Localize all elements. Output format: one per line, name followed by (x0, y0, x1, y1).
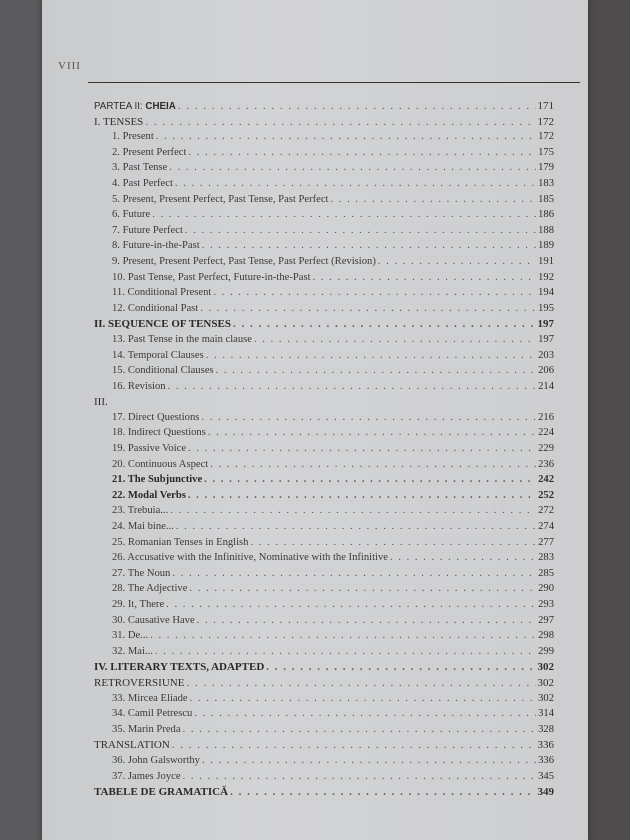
toc-entry (94, 240, 554, 256)
toc-entry-page: 183 (538, 177, 554, 189)
toc-entry (94, 225, 554, 241)
toc-entry-page: 274 (538, 521, 554, 533)
dot-leader (201, 412, 536, 423)
toc-entry-label: 19. Passive Voice (112, 443, 187, 455)
toc-entry (94, 474, 554, 490)
toc-entry-label: 20. Continuous Aspect (112, 458, 209, 470)
toc-entry-label: 32. Mai... (112, 645, 153, 657)
toc-entry (94, 427, 554, 443)
toc-entry-page: 192 (538, 271, 554, 283)
toc-part-prefix: PARTEA II: (94, 101, 146, 112)
table-of-contents (94, 100, 554, 802)
toc-entry-page: 203 (538, 349, 554, 361)
dot-leader (178, 100, 536, 112)
dot-leader (172, 739, 536, 751)
dot-leader (213, 287, 536, 298)
toc-entry (94, 724, 554, 740)
toc-entry-label: 34. Camil Petrescu (112, 708, 193, 720)
dot-leader (378, 256, 536, 267)
dot-leader (197, 615, 536, 626)
toc-entry-page: 328 (538, 723, 554, 735)
toc-entry (94, 552, 554, 568)
dot-leader (175, 178, 536, 189)
toc-entry-label: 13. Past Tense in the main clause (112, 333, 252, 345)
toc-part-page: 171 (537, 100, 554, 112)
dot-leader (166, 599, 536, 610)
toc-entry-label: 18. Indirect Questions (112, 427, 206, 439)
toc-entry-label: 12. Conditional Past (112, 302, 199, 314)
dot-leader (202, 755, 536, 766)
dot-leader (170, 505, 536, 516)
toc-entry-label: II. SEQUENCE OF TENSES (94, 318, 231, 331)
toc-entry-page: 299 (538, 645, 554, 657)
dot-leader (254, 334, 536, 345)
dot-leader (204, 474, 536, 485)
dot-leader (189, 583, 536, 594)
toc-entry (94, 646, 554, 662)
toc-entry-page: 179 (538, 162, 554, 174)
toc-entry-page: 175 (538, 146, 554, 158)
toc-entry-page: 298 (538, 630, 554, 642)
dot-leader (390, 552, 536, 563)
toc-part-name: CHEIA (145, 101, 176, 112)
dot-leader (188, 490, 536, 501)
toc-entry-page: 283 (538, 552, 554, 564)
toc-entry (94, 209, 554, 225)
toc-entry-label: 7. Future Perfect (112, 224, 183, 236)
toc-entry-page: 349 (537, 786, 554, 799)
dot-leader (155, 646, 536, 657)
toc-entry-page: 206 (538, 365, 554, 377)
dot-leader (202, 240, 536, 251)
toc-entry-label: 2. Present Perfect (112, 146, 187, 158)
toc-entry (94, 178, 554, 194)
toc-entry-label: IV. LITERARY TEXTS, ADAPTED (94, 661, 265, 674)
toc-entry-page: 216 (538, 411, 554, 423)
toc-entry (94, 490, 554, 506)
toc-entry-label: 11. Conditional Present (112, 287, 212, 299)
dot-leader (188, 147, 536, 158)
toc-entry (94, 256, 554, 272)
toc-entry (94, 350, 554, 366)
toc-entry (94, 771, 554, 787)
toc-entry-page: 186 (538, 209, 554, 221)
dot-leader (250, 537, 536, 548)
toc-entry-page: 277 (538, 536, 554, 548)
toc-entry-label: 5. Present, Present Perfect, Past Tense, Past Perfect (112, 193, 329, 205)
toc-entry-label: III. (94, 396, 108, 409)
toc-entry-label: 37. James Joyce (112, 770, 181, 782)
toc-entry-label: 30. Causative Have (112, 614, 195, 626)
dot-leader (210, 459, 536, 470)
book-spine-shadow (588, 0, 630, 840)
toc-entry-page: 290 (538, 583, 554, 595)
toc-entry (94, 443, 554, 459)
toc-entry-page: 197 (537, 318, 554, 331)
toc-entry-label: I. TENSES (94, 115, 144, 128)
toc-entry (94, 412, 554, 428)
toc-entry (94, 739, 554, 755)
dot-leader (233, 318, 536, 330)
toc-entry-label: 36. John Galsworthy (112, 754, 200, 766)
toc-entry-label: 23. Trebuia... (112, 505, 169, 517)
toc-entry-label: TABELE DE GRAMATICĂ (94, 786, 229, 799)
toc-entry-page: 191 (538, 255, 554, 267)
toc-entry (94, 615, 554, 631)
dot-leader (186, 677, 535, 689)
toc-entry-page: 242 (538, 474, 554, 486)
toc-entry-label: 6. Future (112, 209, 151, 221)
toc-part-label (94, 101, 176, 112)
dot-leader (145, 116, 535, 128)
toc-entry (94, 755, 554, 771)
toc-entry-page: 302 (537, 661, 554, 674)
dot-leader (156, 131, 536, 142)
dot-leader (208, 427, 536, 438)
toc-entry-page: 336 (538, 754, 554, 766)
toc-entry (94, 630, 554, 646)
toc-entry-label: 25. Romanian Tenses in English (112, 536, 249, 548)
toc-entry-label: 35. Marin Preda (112, 723, 181, 735)
toc-entry-label: 4. Past Perfect (112, 177, 173, 189)
dot-leader (188, 443, 536, 454)
dot-leader (313, 272, 537, 283)
dot-leader (194, 708, 536, 719)
toc-entry-label: 26. Accusative with the Infinitive, Nominative with the Infinitive (112, 552, 388, 564)
dot-leader (266, 661, 535, 673)
toc-entry-page: 345 (538, 770, 554, 782)
toc-entry (94, 708, 554, 724)
toc-entry-page: 188 (538, 224, 554, 236)
toc-entry (94, 147, 554, 163)
toc-entry-page: 172 (537, 115, 554, 128)
toc-entry (94, 131, 554, 147)
toc-entry (94, 537, 554, 553)
toc-entry-page: 314 (538, 708, 554, 720)
dot-leader (183, 771, 537, 782)
toc-entry-page: 194 (538, 287, 554, 299)
toc-entry (94, 303, 554, 319)
toc-entry-label: 10. Past Tense, Past Perfect, Future-in-the-Past (112, 271, 311, 283)
toc-entry-label: 28. The Adjective (112, 583, 188, 595)
toc-entry (94, 661, 554, 677)
dot-leader (176, 521, 536, 532)
toc-entry-page: 189 (538, 240, 554, 252)
toc-entry (94, 287, 554, 303)
toc-entry-label: 8. Future-in-the-Past (112, 240, 200, 252)
toc-entry-page: 197 (538, 333, 554, 345)
dot-leader (185, 225, 536, 236)
toc-entry (94, 693, 554, 709)
toc-entry (94, 505, 554, 521)
toc-entry-label: 29. It, There (112, 599, 165, 610)
toc-entry (94, 272, 554, 288)
toc-part-heading (94, 100, 554, 116)
toc-entry-page: 185 (538, 193, 554, 205)
dot-leader (168, 381, 537, 392)
toc-entry-label: 27. The Noun (112, 567, 171, 579)
toc-entry (94, 786, 554, 802)
dot-leader (230, 786, 535, 798)
toc-entry-page: 293 (538, 599, 554, 610)
toc-entry-page: 302 (538, 692, 554, 704)
toc-entry (94, 162, 554, 178)
toc-entry-page: 302 (537, 676, 554, 689)
toc-entry-page: 236 (538, 458, 554, 470)
toc-entry-page: 336 (537, 739, 554, 752)
toc-entry (94, 396, 554, 412)
toc-entry (94, 334, 554, 350)
header-rule (88, 82, 580, 83)
toc-entry (94, 365, 554, 381)
toc-entry-page: 172 (538, 131, 554, 143)
toc-entry (94, 521, 554, 537)
toc-entry-label: 16. Revision (112, 380, 166, 392)
toc-entry-label: 3. Past Tense (112, 162, 168, 174)
toc-entry-page: 195 (538, 302, 554, 314)
toc-entry (94, 116, 554, 132)
toc-entry-label: 14. Temporal Clauses (112, 349, 204, 361)
toc-entry (94, 583, 554, 599)
toc-entry-label: 22. Modal Verbs (112, 489, 186, 501)
toc-entry-page: 229 (538, 443, 554, 455)
dot-leader (183, 724, 537, 735)
toc-entry-label: RETROVERSIUNE (94, 676, 185, 689)
toc-entry-page: 224 (538, 427, 554, 439)
toc-entry-label: 9. Present, Present Perfect, Past Tense, Past Perfect (Revision) (112, 255, 376, 267)
toc-entry (94, 318, 554, 334)
toc-entry (94, 381, 554, 397)
dot-leader (330, 194, 536, 205)
dot-leader (150, 630, 536, 641)
toc-entry (94, 677, 554, 693)
toc-entry-page: 297 (538, 614, 554, 626)
dot-leader (216, 365, 537, 376)
dot-leader (190, 693, 537, 704)
dot-leader (200, 303, 536, 314)
toc-entry (94, 194, 554, 210)
toc-entry-label: 24. Mai bine... (112, 521, 174, 533)
dot-leader (169, 162, 536, 173)
toc-entry-page: 214 (538, 380, 554, 392)
toc-entry-label: 1. Present (112, 131, 154, 143)
page-number: VIII (58, 60, 81, 72)
toc-entry-label: 15. Conditional Clauses (112, 365, 214, 377)
toc-entry-label: 31. De... (112, 630, 149, 642)
toc-entry (94, 459, 554, 475)
toc-entry-page: 285 (538, 567, 554, 579)
dot-leader (152, 209, 536, 220)
dot-leader (206, 350, 536, 361)
toc-entry-page: 252 (538, 489, 554, 501)
toc-entry-page: 272 (538, 505, 554, 517)
dot-leader (172, 568, 536, 579)
toc-entry-label: 33. Mircea Eliade (112, 692, 188, 704)
toc-entry (94, 599, 554, 615)
toc-entry-label: 21. The Subjunctive (112, 474, 203, 486)
toc-entry-label: TRANSLATION (94, 739, 170, 752)
toc-entry (94, 568, 554, 584)
toc-entry-label: 17. Direct Questions (112, 411, 200, 423)
